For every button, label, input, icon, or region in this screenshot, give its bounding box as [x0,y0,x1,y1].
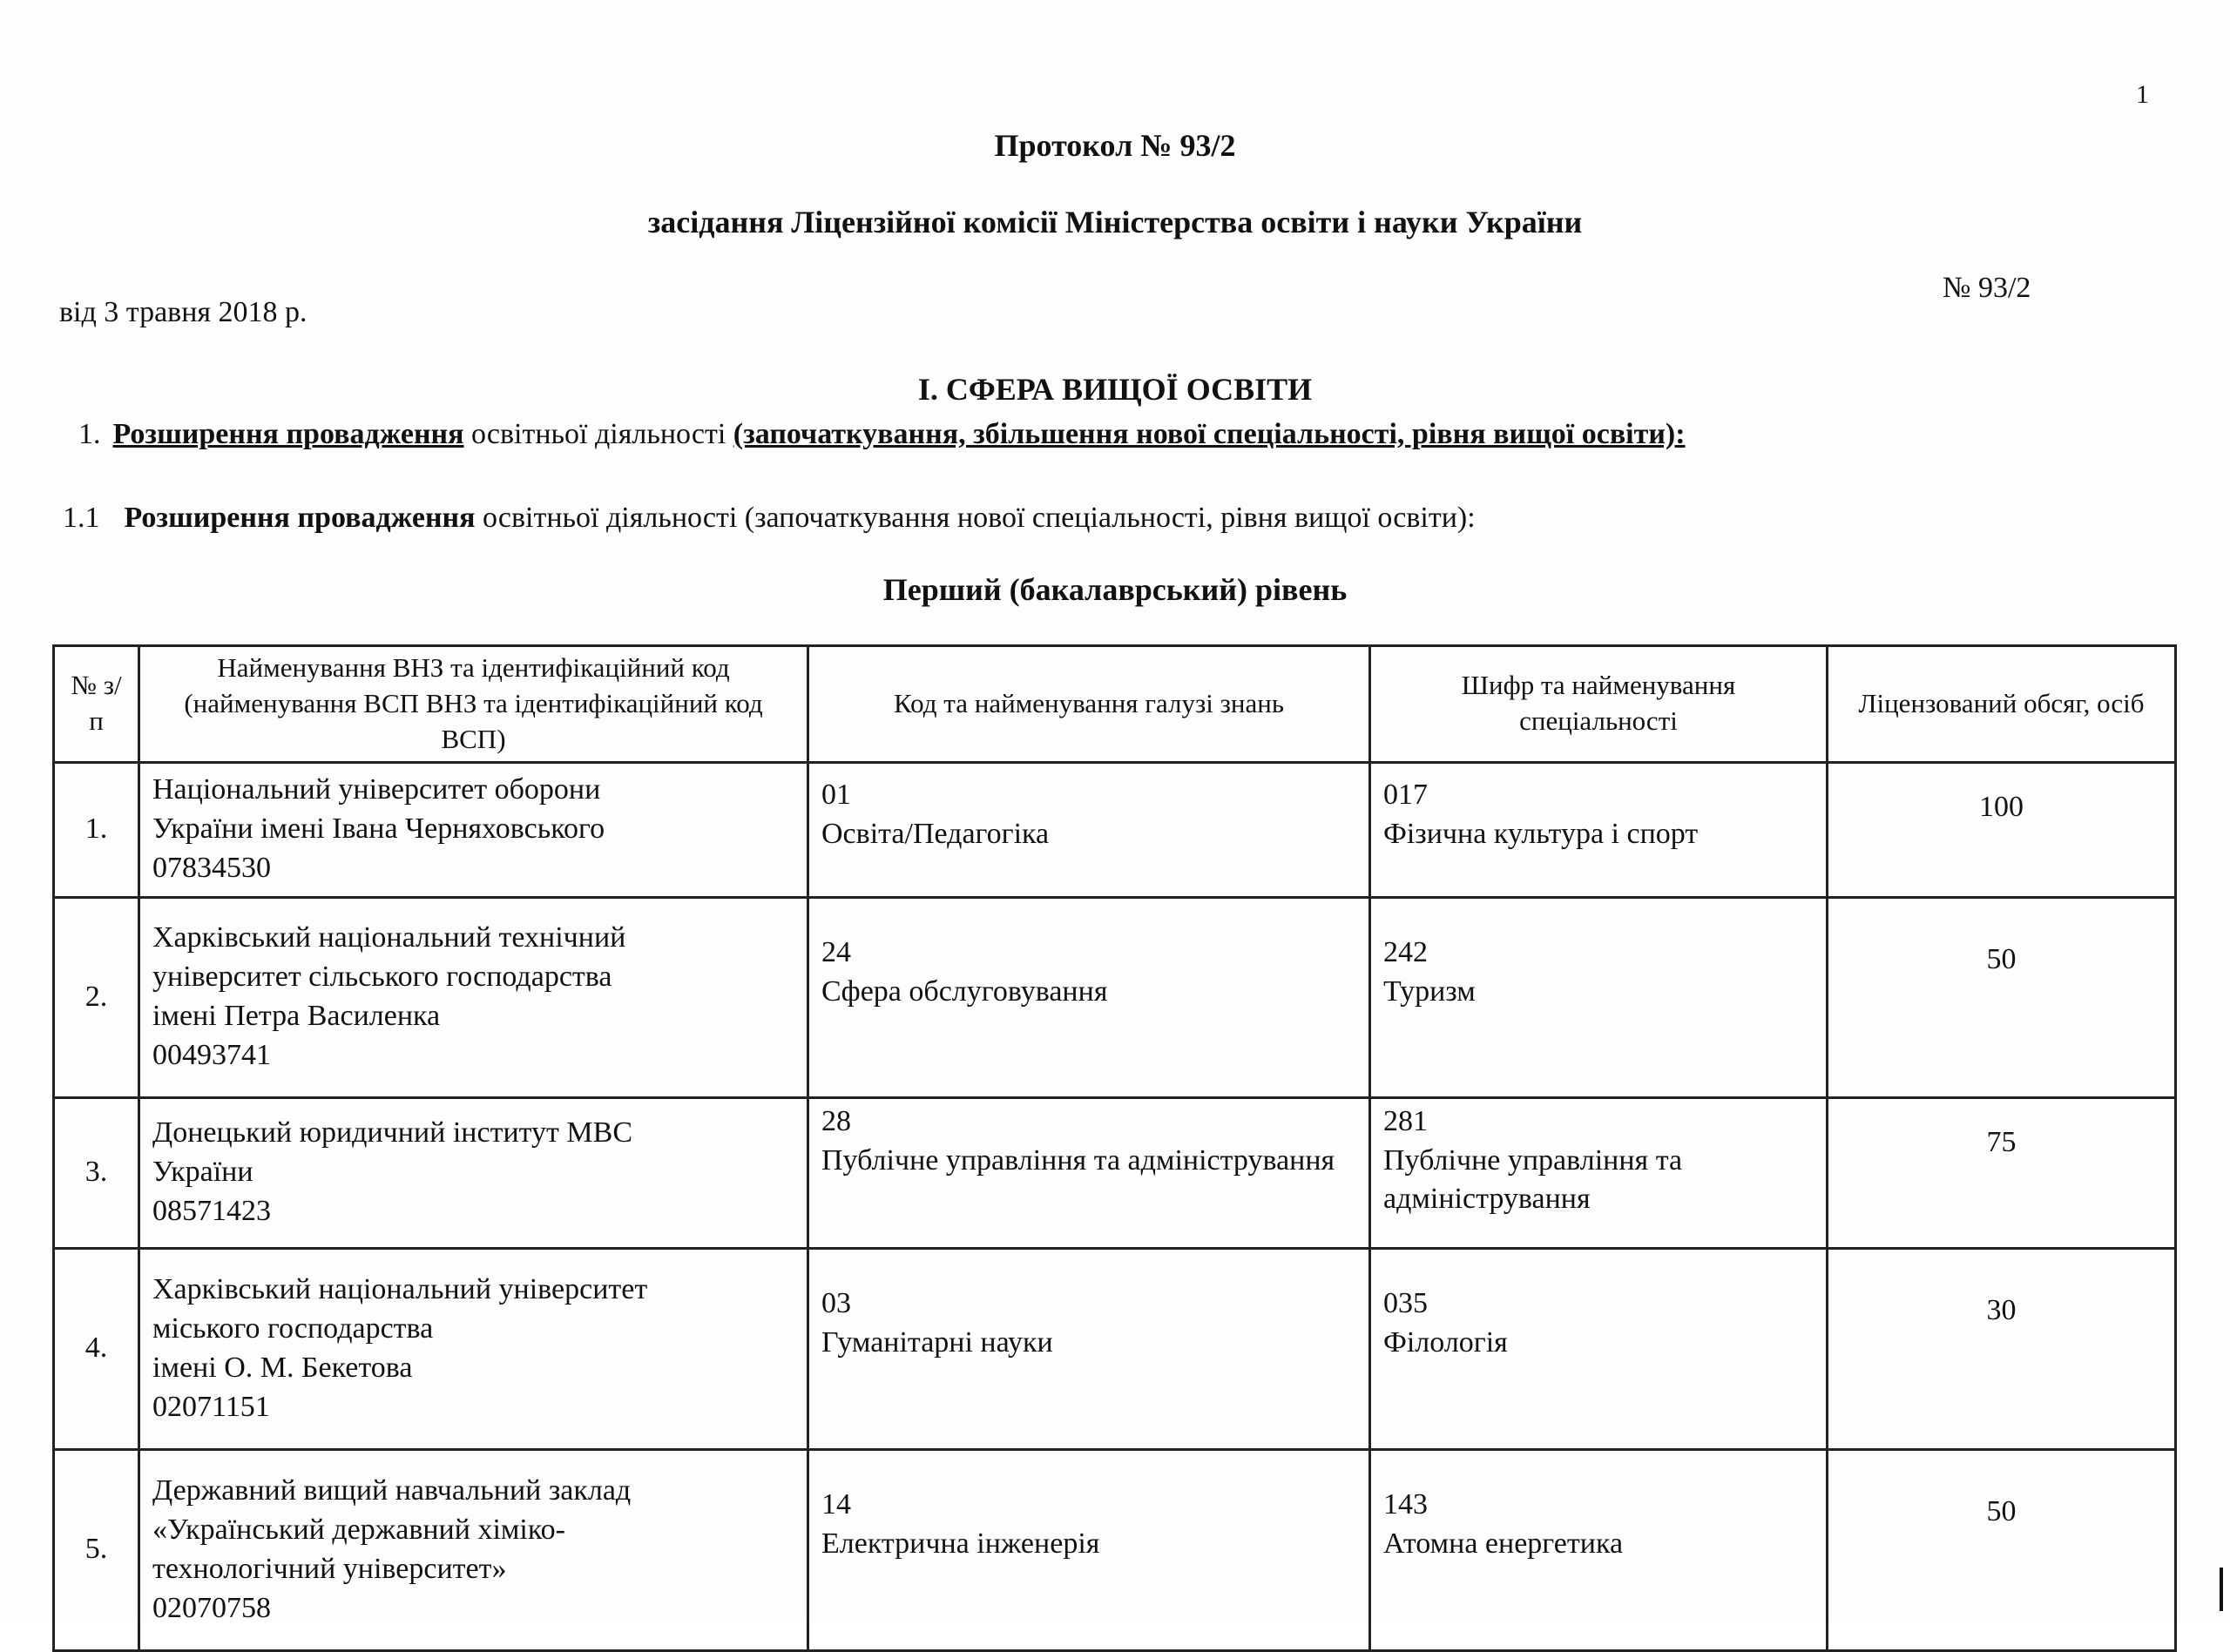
institution-line: України [152,1156,253,1189]
institution-line: України імені Івана Черняховського [152,813,605,846]
institution-line: Харківський національний університет [152,1272,648,1305]
protocol-date: від 3 травня 2018 р. [59,296,307,328]
header-field: Код та найменування галузі знань [808,646,1370,763]
protocol-number: № 93/2 [1943,272,2031,304]
protocol-title: Протокол № 93/2 [994,128,1236,163]
protocol-subtitle: засідання Ліцензійної комісії Міністерства освіти і науки України [647,205,1583,239]
item-1-bold-text: Розширення провадження [112,418,464,450]
specialty-name: Філологія [1383,1325,1508,1359]
institution-line: Донецький юридичний інститут МВС [152,1116,633,1150]
field-code: 03 [821,1286,851,1319]
item-1-1-number: 1.1 [63,502,100,534]
table-row [54,762,2176,897]
licensed-volume: 75 [1828,1097,2176,1248]
institution-line: Харківський національний технічний [152,921,626,954]
institution-line: Державний вищий навчальний заклад [152,1473,632,1507]
licensed-volume: 30 [1828,1248,2176,1449]
header-number: № з/п [54,646,139,763]
institution-code: 08571423 [152,1195,271,1228]
header-institution: Найменування ВНЗ та ідентифікаційний код (найменування ВСП ВНЗ та ідентифікаційний код ВСП) [139,646,808,763]
specialty-cell [1370,897,1828,1097]
institution-cell [139,897,808,1097]
field-name: Освіта/Педагогіка [821,817,1050,850]
specialty-code: 143 [1383,1487,1428,1521]
institution-line: імені О. М. Бекетова [152,1351,413,1384]
item-1-1-bold-text: Розширення провадження [124,502,476,534]
specialty-name: Публічне управління та адміністрування [1383,1143,1683,1216]
field-cell [808,897,1370,1097]
institution-code: 02070758 [152,1591,271,1624]
field-cell [808,762,1370,897]
field-name: Публічне управління та адміністрування [821,1143,1335,1177]
institution-cell [139,1248,808,1449]
license-table [52,644,2177,1652]
specialty-cell [1370,1097,1828,1248]
institution-line: Національний університет оборони [152,773,601,806]
field-name: Електрична інженерія [821,1527,1100,1560]
row-number: 2. [54,897,139,1097]
header-specialty: Шифр та найменування спеціальності [1370,646,1828,763]
table-row [54,1097,2176,1248]
item-1-1-rest-text: освітньої діяльності (започаткування нової спеціальності, рівня вищої освіти): [475,502,1476,534]
scan-margin-mark [2220,1568,2223,1611]
field-code: 24 [821,935,851,968]
item-1-underlined-text: (започаткування, збільшення нової спеціальності, рівня вищої освіти): [733,418,1686,450]
specialty-code: 035 [1383,1286,1428,1319]
institution-line: університет сільського господарства [152,961,612,994]
row-number: 3. [54,1097,139,1248]
licensed-volume: 50 [1828,1449,2176,1650]
row-number: 1. [54,762,139,897]
field-name: Гуманітарні науки [821,1325,1053,1359]
field-code: 28 [821,1104,851,1137]
field-cell [808,1097,1370,1248]
licensed-volume: 50 [1828,897,2176,1097]
field-cell [808,1248,1370,1449]
item-1-heading [78,418,1686,451]
table-header-row [54,646,2176,763]
specialty-cell [1370,762,1828,897]
page-number: 1 [2136,80,2149,109]
institution-line: «Український державний хіміко- [152,1513,565,1546]
specialty-name: Туризм [1383,974,1476,1008]
level-heading: Перший (бакалаврський) рівень [882,572,1348,607]
item-1-1-heading [63,502,1476,535]
specialty-name: Фізична культура і спорт [1383,817,1699,850]
institution-code: 02071151 [152,1390,270,1423]
table-row [54,897,2176,1097]
institution-line: міського господарства [152,1311,434,1345]
institution-cell [139,762,808,897]
table-row [54,1248,2176,1449]
field-name: Сфера обслуговування [821,974,1108,1008]
institution-line: імені Петра Василенка [152,1000,441,1033]
row-number: 4. [54,1248,139,1449]
item-1-middle-text: освітньої діяльності [463,418,733,450]
section-heading: I. СФЕРА ВИЩОЇ ОСВІТИ [917,372,1313,407]
licensed-volume: 100 [1828,762,2176,897]
institution-line: технологічний університет» [152,1552,507,1585]
header-volume: Ліцензований обсяг, осіб [1828,646,2176,763]
field-code: 01 [821,778,851,811]
item-1-number: 1. [78,418,101,450]
field-code: 14 [821,1487,851,1521]
specialty-code: 281 [1383,1104,1428,1137]
institution-cell [139,1097,808,1248]
institution-code: 07834530 [152,852,271,885]
specialty-cell [1370,1248,1828,1449]
row-number: 5. [54,1449,139,1650]
institution-code: 00493741 [152,1039,271,1072]
specialty-name: Атомна енергетика [1383,1527,1624,1560]
specialty-code: 017 [1383,778,1428,811]
specialty-code: 242 [1383,935,1428,968]
